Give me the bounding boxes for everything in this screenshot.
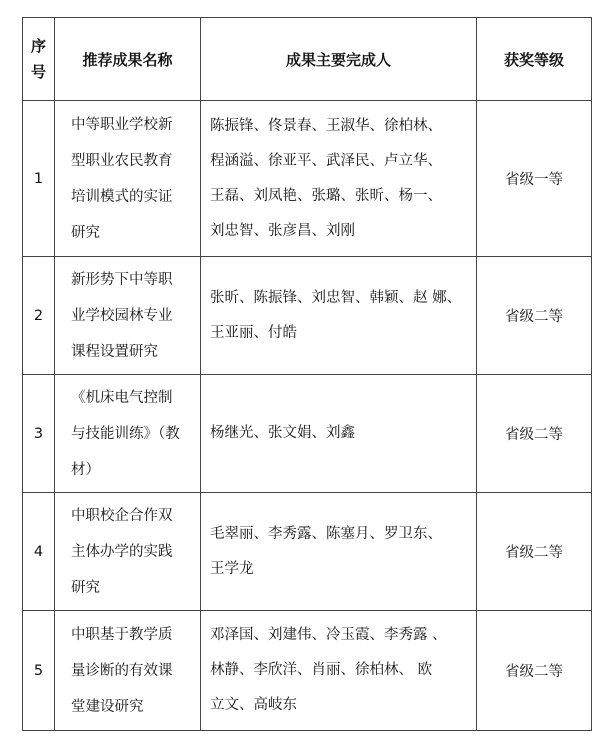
achievement-name: 中职校企合作双 主体办学的实践 研究 [55,493,201,611]
table-row [23,101,592,257]
table-row [23,375,592,493]
header-authors: 成果主要完成人 [201,18,477,101]
row-number: 4 [23,493,55,611]
achievement-name: 《机床电气控制 与技能训练》（教 材） [55,375,201,493]
main-authors: 张昕、陈振锋、刘忠智、韩颖、赵 娜、 王亚丽、付皓 [201,257,477,375]
main-authors: 毛翠丽、李秀露、陈塞月、罗卫东、 王学龙 [201,493,477,611]
award-level: 省级二等 [477,493,592,611]
main-authors: 陈振锋、佟景春、王淑华、徐柏林、 程涵溢、徐亚平、武泽民、卢立华、 王磊、刘凤艳、张璐、张昕、杨一、 刘忠智、张彦昌、刘刚 [201,101,477,257]
table-row [23,611,592,731]
achievement-name: 中等职业学校新 型职业农民教育 培训模式的实证 研究 [55,101,201,257]
award-level: 省级二等 [477,257,592,375]
row-number: 1 [23,101,55,257]
table-header-row [23,18,592,101]
achievement-name: 新形势下中等职 业学校园林专业 课程设置研究 [55,257,201,375]
header-seq: 序 号 [23,18,55,101]
main-authors: 杨继光、张文娟、刘鑫 [201,375,477,493]
award-level: 省级二等 [477,611,592,731]
row-number: 5 [23,611,55,731]
achievement-name: 中职基于教学质 量诊断的有效课 堂建设研究 [55,611,201,731]
award-level: 省级一等 [477,101,592,257]
main-authors: 邓泽国、刘建伟、冷玉霞、李秀露 、 林静、李欣洋、肖丽、徐柏林、 欧 立文、高岐东 [201,611,477,731]
table-row [23,493,592,611]
header-name: 推荐成果名称 [55,18,201,101]
award-level: 省级二等 [477,375,592,493]
awards-table [22,17,592,731]
header-award: 获奖等级 [477,18,592,101]
table-row [23,257,592,375]
row-number: 3 [23,375,55,493]
row-number: 2 [23,257,55,375]
